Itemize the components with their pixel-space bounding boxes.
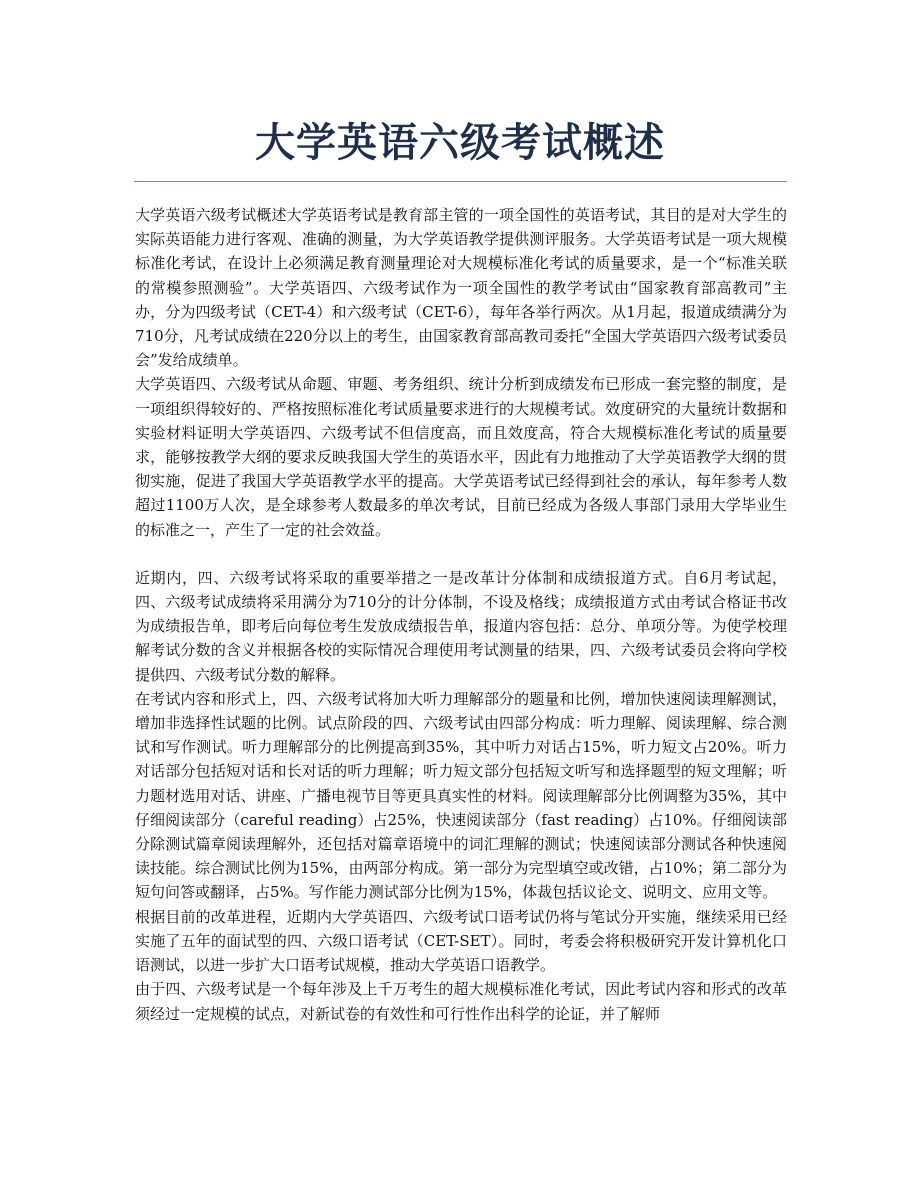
paragraph-content-format: 在考试内容和形式上，四、六级考试将加大听力理解部分的题量和比例，增加快速阅读理解测试，增加非选择性试题的比例。试点阶段的四、六级考试由四部分构成：听力理解、阅读理解、综合测试和写作测试。听力理解部分的比例提高到35%，其中听力对话占15%，听力短文占20%。听力对话部分包括短对话和长对话的听力理解；听力短文部分包括短文听写和选择题型的短文理解；听力题材选用对话、讲座、广播电视节目等更具真实性的材料。阅读理解部分比例调整为35%，其中仔细阅读部分（careful reading）占25%，快速阅读部分（fast reading）占10%。仔细阅读部分除测试篇章阅读理解外，还包括对篇章语境中的词汇理解的测试；快速阅读部分测试各种快速阅读技能。综合测试比例为15%，由两部分构成。第一部分为完型填空或改错，占10%；第二部分为短句问答或翻译，占5%。写作能力测试部分比例为15%，体裁包括议论文、说明文、应用文等。 [135, 689, 787, 902]
document-title: 大学英语六级考试概述 [255, 120, 665, 166]
paragraph-pilot: 由于四、六级考试是一个每年涉及上千万考生的超大规模标准化考试，因此考试内容和形式的改革须经过一定规模的试点，对新试卷的有效性和可行性作出科学的论证，并了解师 [135, 980, 787, 1023]
paragraph-exam-system: 大学英语四、六级考试从命题、审题、考务组织、统计分析到成绩发布已形成一套完整的制度，是一项组织得较好的、严格按照标准化考试质量要求进行的大规模考试。效度研究的大量统计数据和实验材料证明大学英语四、六级考试不但信度高，而且效度高，符合大规模标准化考试的质量要求，能够按教学大纲的要求反映我国大学生的英语水平，因此有力地推动了大学英语教学大纲的贯彻实施，促进了我国大学英语教学水平的提高。大学英语考试已经得到社会的承认，每年参考人数超过1100万人次，是全球参考人数最多的单次考试，目前已经成为各级人事部门录用大学毕业生的标准之一，产生了一定的社会效益。 [135, 375, 787, 539]
paragraph-scoring-reform: 近期内，四、六级考试将采取的重要举措之一是改革计分体制和成绩报道方式。自6月考试起，四、六级考试成绩将采用满分为710分的计分体制，不设及格线；成绩报道方式由考试合格证书改为成绩报告单，即考后向每位考生发放成绩报告单，报道内容包括：总分、单项分等。为使学校理解考试分数的含义并根据各校的实际情况合理使用考试测量的结果，四、六级考试委员会将向学校提供四、六级考试分数的解释。 [135, 568, 787, 684]
title-divider [134, 181, 787, 182]
paragraph-oral-test: 根据目前的改革进程，近期内大学英语四、六级考试口语考试仍将与笔试分开实施，继续采用已经实施了五年的面试型的四、六级口语考试（CET-SET）。同时，考委会将积极研究开发计算机化口语测试，以进一步扩大口语考试规模，推动大学英语口语教学。 [135, 907, 787, 975]
paragraph-intro: 大学英语六级考试概述大学英语考试是教育部主管的一项全国性的英语考试，其目的是对大学生的实际英语能力进行客观、准确的测量，为大学英语教学提供测评服务。大学英语考试是一项大规模标准化考试，在设计上必须满足教育测量理论对大规模标准化考试的质量要求，是一个“标准关联的常模参照测验”。大学英语四、六级考试作为一项全国性的教学考试由“国家教育部高教司”主办，分为四级考试（CET-4）和六级考试（CET-6），每年各举行两次。从1月起，报道成绩满分为710分，凡考试成绩在220分以上的考生，由国家教育部高教司委托“全国大学英语四六级考试委员会”发给成绩单。 [135, 206, 787, 370]
document-body [135, 203, 787, 1026]
